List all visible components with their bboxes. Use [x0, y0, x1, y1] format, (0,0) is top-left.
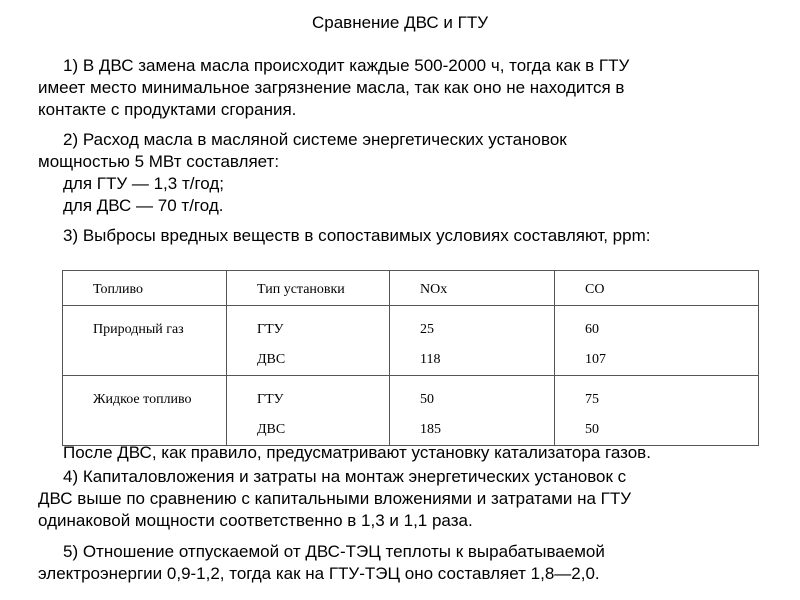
- text-line: 4) Капиталовложения и затраты на монтаж энергетических установок с: [63, 467, 627, 486]
- cell-unit-type: [227, 376, 390, 446]
- cell-value: ГТУ: [257, 392, 284, 407]
- cell-value: 60: [585, 322, 599, 337]
- cell-value: 185: [420, 422, 441, 437]
- cell-value: 50: [420, 392, 434, 407]
- paragraph-heat-ratio: [38, 541, 768, 585]
- paragraph-oil-consumption: [38, 129, 768, 217]
- paragraph-oil-change: [38, 55, 768, 121]
- text-line: ДВС выше по сравнению с капитальными вложениями и затратами на ГТУ: [38, 489, 632, 508]
- cell-co: [555, 376, 759, 446]
- paragraph-capital-costs: [38, 466, 768, 532]
- text-line: одинаковой мощности соответственно в 1,3 и 1,1 раза.: [38, 511, 473, 530]
- cell-value: ДВС: [257, 422, 286, 437]
- page-title: Сравнение ДВС и ГТУ: [311, 13, 489, 32]
- header-fuel: Топливо: [63, 271, 227, 306]
- header-unit-type: Тип установки: [227, 271, 390, 306]
- text-line: для ДВС — 70 т/год.: [63, 196, 224, 215]
- cell-value: ДВС: [257, 352, 286, 367]
- cell-value: ГТУ: [257, 322, 284, 337]
- cell-nox: [390, 376, 555, 446]
- text-line: После ДВС, как правило, предусматривают установку катализатора газов.: [63, 443, 651, 462]
- cell-nox: [390, 306, 555, 376]
- cell-fuel: Природный газ: [63, 306, 227, 376]
- text-line: 1) В ДВС замена масла происходит каждые 500-2000 ч, тогда как в ГТУ: [63, 56, 630, 75]
- cell-value: 107: [585, 352, 606, 367]
- paragraph-catalyst: [38, 442, 768, 464]
- cell-fuel: Жидкое топливо: [63, 376, 227, 446]
- text-line: контакте с продуктами сгорания.: [38, 100, 297, 119]
- text-line: 2) Расход масла в масляной системе энергетических установок: [63, 130, 567, 149]
- table-row: [63, 376, 759, 446]
- cell-value: 75: [585, 392, 599, 407]
- cell-value: 25: [420, 322, 434, 337]
- text-line: мощностью 5 МВт составляет:: [38, 152, 280, 171]
- paragraph-emissions: [38, 225, 768, 247]
- header-nox: NOx: [390, 271, 555, 306]
- text-line: 3) Выбросы вредных веществ в сопоставимых условиях составляют, ppm:: [63, 226, 651, 245]
- table-header-row: [63, 271, 759, 306]
- text-line: имеет место минимальное загрязнение масла, так как оно не находится в: [38, 78, 625, 97]
- cell-value: 118: [420, 352, 441, 367]
- cell-value: 50: [585, 422, 599, 437]
- cell-co: [555, 306, 759, 376]
- cell-unit-type: [227, 306, 390, 376]
- table-row: [63, 306, 759, 376]
- header-co: CO: [555, 271, 759, 306]
- text-line: для ГТУ — 1,3 т/год;: [63, 174, 225, 193]
- emissions-table: [62, 270, 759, 446]
- text-line: 5) Отношение отпускаемой от ДВС-ТЭЦ теплоты к вырабатываемой: [63, 542, 605, 561]
- text-line: электроэнергии 0,9-1,2, тогда как на ГТУ-ТЭЦ оно составляет 1,8—2,0.: [38, 564, 600, 583]
